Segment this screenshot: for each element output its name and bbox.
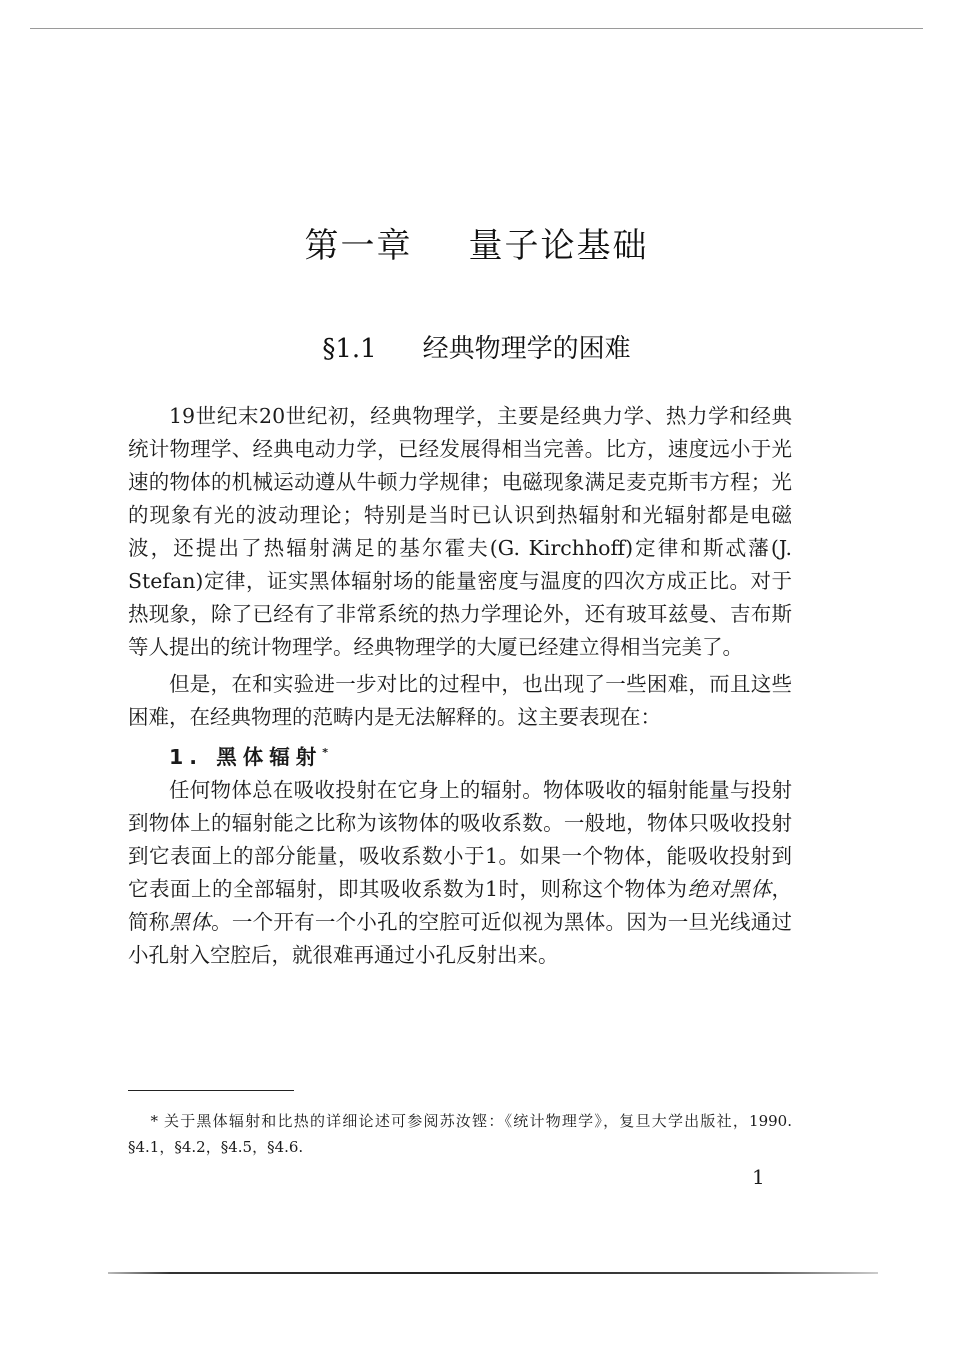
section-number: §1.1 [322, 334, 377, 364]
subsection-heading [128, 736, 792, 774]
page-number: 1 [752, 1165, 765, 1189]
top-border-line [30, 28, 923, 29]
paragraph-difficulties: 但是，在和实验进一步对比的过程中，也出现了一些困难，而且这些困难，在经典物理的范畴内是无法解释的。这主要表现在： [128, 672, 792, 729]
footnote: * 关于黑体辐射和比热的详细论述可参阅苏汝铿：《统计物理学》，复旦大学出版社，1990. §4.1，§4.2，§4.5，§4.6. [128, 1112, 792, 1156]
chapter-title: 量子论基础 [468, 226, 649, 266]
blackbody-text-after: 。一个开有一个小孔的空腔可近似视为黑体。因为一旦光线通过小孔射入空腔后，就很难再通过小孔反射出来。 [128, 909, 793, 967]
chapter-heading [0, 218, 953, 267]
footnote-marker: * [322, 746, 328, 759]
section-heading [0, 328, 953, 365]
subsection-label: 1. 黑体辐射 [169, 744, 323, 769]
paragraph-intro: 19世纪末20世纪初，经典物理学，主要是经典力学、热力学和经典统计物理学、经典电动力学，已经发展得相当完善。比方，速度远小于光速的物体的机械运动遵从牛顿力学规律；电磁现象满足麦克斯韦方程；光的现象有光的波动理论；特别是当时已认识到热辐射和光辐射都是电磁波，还提出了热辐射满足的基尔霍夫(G. Kirchhoff)定律和斯忒藩(J. Stefan)定律，证实黑体辐射场的能量密度与温度的四次方成正比。对于热现象，除了已经有了非常系统的热力学理论外，还有玻耳兹曼、吉布斯等人提出的统计物理学。经典物理学的大厦已经建立得相当完美了。 [128, 404, 792, 659]
bottom-border-line [108, 1272, 878, 1274]
footnote-divider [128, 1090, 294, 1091]
chapter-number: 第一章 [304, 226, 413, 266]
blackbody-text-mid: ，简称 [128, 876, 792, 934]
body-text [128, 400, 792, 972]
blackbody-text-before: 任何物体总在吸收投射在它身上的辐射。物体吸收的辐射能量与投射到物体上的辐射能之比称为该物体的吸收系数。一般地，物体只吸收投射到它表面上的部分能量，吸收系数小于1。如果一个物体，能吸收投射到它表面上的全部辐射，即其吸收系数为1时，则称这个物体为 [128, 777, 792, 901]
term-absolute-blackbody: 绝对黑体 [687, 876, 772, 901]
section-title: 经典物理学的困难 [422, 334, 631, 364]
term-blackbody: 黑体 [169, 909, 212, 934]
paragraph-blackbody [128, 774, 792, 972]
